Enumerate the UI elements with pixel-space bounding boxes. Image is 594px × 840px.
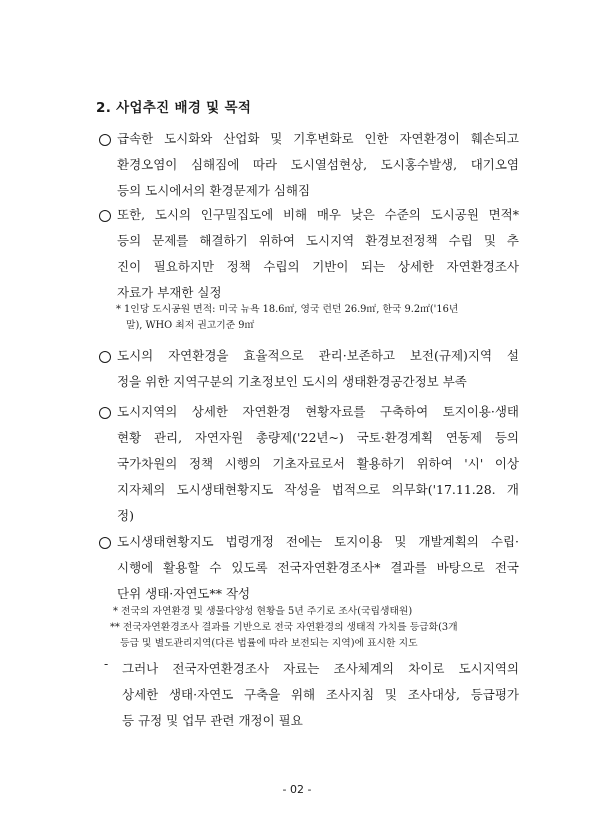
text-line: 등의 문제를 해결하기 위하여 도시지역 환경보전정책 수립 및 추 (117, 233, 519, 248)
bullet-item (99, 399, 519, 529)
text-line: 도시의 자연환경을 효율적으로 관리·보존하고 보전(규제)지역 설 (117, 348, 519, 363)
circle-bullet-icon (99, 537, 111, 549)
circle-bullet-icon (99, 134, 111, 146)
text-line: 도시생태현황지도 법령개정 전에는 토지이용 및 개발계획의 수립· (117, 534, 519, 549)
footnote-line: 말), WHO 최저 권고기준 9㎡ (126, 320, 255, 331)
bullet-item (99, 343, 519, 395)
text-line: 진이 필요하지만 정책 수립의 기반이 되는 상세한 자연환경조사 (117, 259, 519, 274)
circle-bullet-icon (99, 210, 111, 222)
footnote-survey (110, 604, 515, 652)
text-line: 정을 위한 지역구분의 기초정보인 도시의 생태환경공간정보 부족 (117, 374, 467, 389)
bullet-item (99, 202, 519, 306)
text-line: 현황 관리, 자연자원 총량제('22년~) 국토·환경계획 연동제 등의 (117, 430, 519, 445)
text-line: 그러나 전국자연환경조사 자료는 조사체계의 차이로 도시지역의 (122, 661, 519, 676)
text-line: 시행에 활용할 수 있도록 전국자연환경조사* 결과를 바탕으로 전국 (117, 560, 519, 575)
dash-marker: - (104, 656, 109, 671)
text-line: 국가차원의 정책 시행의 기초자료로서 활용하기 위하여 '시' 이상 (117, 456, 519, 471)
footnote-line: ** 전국자연환경조사 결과를 기반으로 전국 자연환경의 생태적 가치를 등급화(3개 (110, 622, 458, 633)
text-line: 상세한 생태·자연도 구축을 위해 조사지침 및 조사대상, 등급평가 (122, 687, 519, 702)
dash-item (104, 656, 519, 734)
footnote-park-area (116, 302, 521, 334)
footnote-line: * 1인당 도시공원 면적: 미국 뉴욕 18.6㎡, 영국 런던 26.9㎡, 한국 9.2㎡('16년 (116, 304, 459, 315)
circle-bullet-icon (99, 407, 111, 419)
text-line: 정) (117, 508, 134, 523)
text-line: 등의 도시에서의 환경문제가 심해짐 (117, 183, 311, 198)
text-line: 자료가 부재한 실정 (117, 285, 222, 300)
text-line: 환경오염이 심해짐에 따라 도시열섬현상, 도시홍수발생, 대기오염 (117, 157, 519, 172)
section-title: 2. 사업추진 배경 및 목적 (96, 100, 252, 116)
text-line: 지자체의 도시생태현황지도 작성을 법적으로 의무화('17.11.28. 개 (117, 482, 519, 497)
bullet-item (99, 529, 519, 607)
footnote-line: * 전국의 자연환경 및 생물다양성 현황을 5년 주기로 조사(국립생태원) (113, 606, 413, 617)
text-line: 또한, 도시의 인구밀집도에 비해 매우 낮은 수준의 도시공원 면적* (117, 207, 519, 222)
footnote-line: 등급 및 별도관리지역(다른 법률에 따라 보전되는 지역)에 표시한 지도 (120, 638, 418, 649)
circle-bullet-icon (99, 351, 111, 363)
text-line: 급속한 도시화와 산업화 및 기후변화로 인한 자연환경이 훼손되고 (117, 131, 519, 146)
text-line: 도시지역의 상세한 자연환경 현황자료를 구축하여 토지이용·생태 (117, 404, 519, 419)
text-line: 등 규정 및 업무 관련 개정이 필요 (122, 713, 303, 728)
page-number: - 02 - (282, 783, 312, 796)
bullet-item (99, 126, 519, 204)
text-line: 단위 생태·자연도** 작성 (117, 586, 251, 601)
